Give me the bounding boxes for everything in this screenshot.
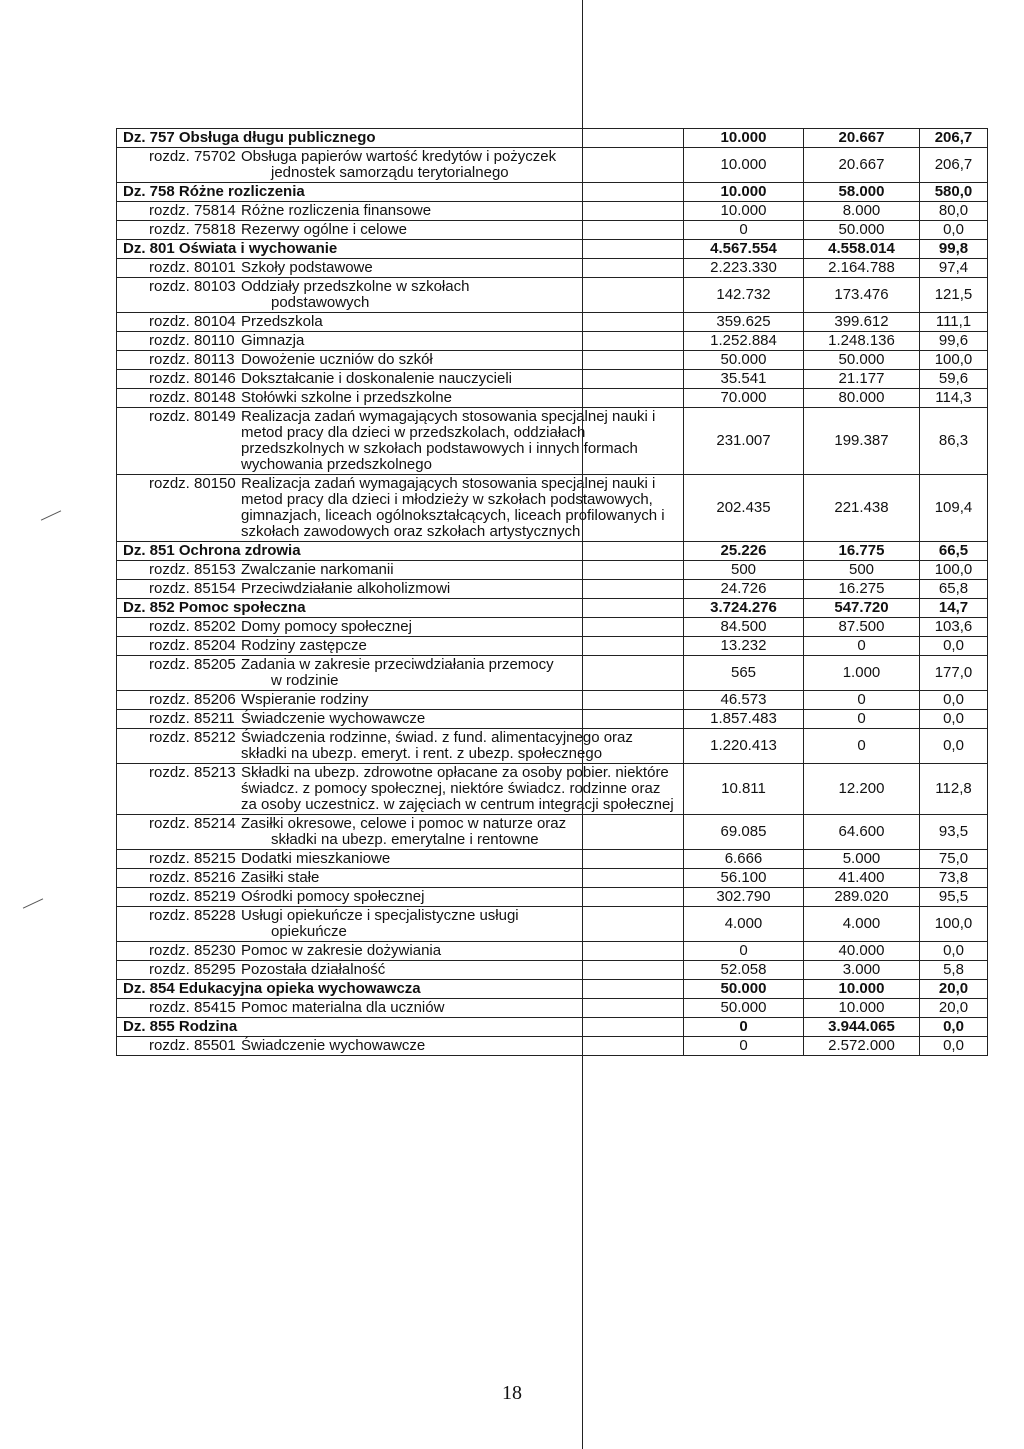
plan-value: 4.000 <box>683 907 803 941</box>
percent-value: 114,3 <box>919 389 987 407</box>
percent-value: 73,8 <box>919 869 987 887</box>
plan-value: 0 <box>683 1018 803 1036</box>
row-code: rozdz. 80104 <box>149 313 236 330</box>
percent-value: 80,0 <box>919 202 987 220</box>
row-label <box>117 221 683 239</box>
row-code: rozdz. 85205 <box>149 656 236 673</box>
plan-value: 10.000 <box>683 148 803 182</box>
plan-value: 1.252.884 <box>683 332 803 350</box>
row-code: rozdz. 80113 <box>149 351 235 368</box>
plan-value: 13.232 <box>683 637 803 655</box>
row-description <box>241 619 683 635</box>
subsection-row <box>117 850 987 869</box>
subsection-row <box>117 637 987 656</box>
plan-value: 50.000 <box>683 999 803 1017</box>
row-label: Dz. 758 Różne rozliczenia <box>123 183 305 200</box>
plan-value: 0 <box>683 942 803 960</box>
subsection-row <box>117 408 987 475</box>
plan-value: 231.007 <box>683 408 803 474</box>
row-label: Dz. 852 Pomoc społeczna <box>123 599 306 616</box>
percent-value: 65,8 <box>919 580 987 598</box>
execution-value: 4.558.014 <box>803 240 919 258</box>
subsection-row <box>117 370 987 389</box>
row-description-continuation: w rodzinie <box>271 672 339 689</box>
row-code: rozdz. 80148 <box>149 389 236 406</box>
row-label <box>117 815 683 849</box>
percent-value: 206,7 <box>919 129 987 147</box>
subsection-row <box>117 942 987 961</box>
percent-value: 0,0 <box>919 637 987 655</box>
row-code: rozdz. 80146 <box>149 370 236 387</box>
execution-value: 500 <box>803 561 919 579</box>
percent-value: 0,0 <box>919 1037 987 1055</box>
row-label: Dz. 855 Rodzina <box>123 1018 238 1035</box>
row-description-line: Domy pomocy społecznej <box>241 618 412 635</box>
row-label <box>117 1037 683 1055</box>
row-code: rozdz. 85202 <box>149 618 236 635</box>
subsection-row <box>117 710 987 729</box>
row-code: rozdz. 85295 <box>149 961 236 978</box>
percent-value: 0,0 <box>919 942 987 960</box>
plan-value: 0 <box>683 221 803 239</box>
execution-value: 21.177 <box>803 370 919 388</box>
row-label <box>117 850 683 868</box>
subsection-row <box>117 729 987 764</box>
row-description-line: Świadczenia rodzinne, świad. z fund. alimentacyjnego oraz składki na ubezp. emeryt. i rent. z ubezp. społecznego <box>241 729 633 762</box>
row-label <box>117 729 683 763</box>
subsection-row <box>117 475 987 542</box>
row-label: Dz. 801 Oświata i wychowanie <box>123 240 338 257</box>
row-description <box>241 371 683 387</box>
section-row <box>117 1018 987 1037</box>
row-description-continuation: podstawowych <box>271 294 370 311</box>
percent-value: 100,0 <box>919 561 987 579</box>
percent-value: 111,1 <box>919 313 987 331</box>
plan-value: 1.220.413 <box>683 729 803 763</box>
subsection-row <box>117 202 987 221</box>
execution-value: 20.667 <box>803 148 919 182</box>
row-description <box>241 222 683 238</box>
plan-value: 302.790 <box>683 888 803 906</box>
row-code: rozdz. 85153 <box>149 561 236 578</box>
execution-value: 199.387 <box>803 408 919 474</box>
subsection-row <box>117 221 987 240</box>
subsection-row <box>117 691 987 710</box>
row-description <box>241 1000 683 1016</box>
row-label <box>117 580 683 598</box>
execution-value: 1.248.136 <box>803 332 919 350</box>
subsection-row <box>117 561 987 580</box>
row-description-line: Zwalczanie narkomanii <box>241 561 394 578</box>
row-description-line: Składki na ubezp. zdrowotne opłacane za osoby pobier. niektóre świadcz. z pomocy społecznej, niektóre świadcz. rodzinne oraz za osoby uczestnicz. w zajęciach w centrum integracji społecznej <box>241 764 674 813</box>
subsection-row <box>117 351 987 370</box>
plan-value: 69.085 <box>683 815 803 849</box>
subsection-row <box>117 869 987 888</box>
execution-value: 0 <box>803 691 919 709</box>
percent-value: 112,8 <box>919 764 987 814</box>
percent-value: 0,0 <box>919 691 987 709</box>
subsection-row <box>117 278 987 313</box>
row-label <box>117 370 683 388</box>
row-label <box>117 999 683 1017</box>
row-label <box>117 764 683 814</box>
row-description <box>241 816 683 848</box>
row-description-line: Pozostała działalność <box>241 961 386 978</box>
plan-value: 142.732 <box>683 278 803 312</box>
row-code: rozdz. 80110 <box>149 332 235 349</box>
row-label <box>117 710 683 728</box>
row-label <box>117 259 683 277</box>
row-label <box>117 278 683 312</box>
row-code: rozdz. 85213 <box>149 764 236 781</box>
subsection-row <box>117 313 987 332</box>
row-label <box>117 389 683 407</box>
row-description-line: Usługi opiekuńcze i specjalistyczne usługi <box>241 907 519 924</box>
row-label <box>117 202 683 220</box>
scan-mark <box>23 898 43 908</box>
row-description <box>241 390 683 406</box>
row-label <box>117 656 683 690</box>
plan-value: 10.000 <box>683 202 803 220</box>
plan-value: 24.726 <box>683 580 803 598</box>
subsection-row <box>117 999 987 1018</box>
row-label <box>117 961 683 979</box>
execution-value: 173.476 <box>803 278 919 312</box>
percent-value: 99,6 <box>919 332 987 350</box>
row-code: rozdz. 85216 <box>149 869 236 886</box>
plan-value: 35.541 <box>683 370 803 388</box>
plan-value: 84.500 <box>683 618 803 636</box>
subsection-row <box>117 332 987 351</box>
percent-value: 100,0 <box>919 907 987 941</box>
section-row <box>117 542 987 561</box>
execution-value: 2.164.788 <box>803 259 919 277</box>
row-description <box>241 476 683 540</box>
row-description <box>241 851 683 867</box>
plan-value: 10.000 <box>683 129 803 147</box>
row-description-line: Obsługa papierów wartość kredytów i pożyczek <box>241 148 557 165</box>
row-description <box>241 657 683 689</box>
execution-value: 2.572.000 <box>803 1037 919 1055</box>
percent-value: 99,8 <box>919 240 987 258</box>
execution-value: 50.000 <box>803 351 919 369</box>
percent-value: 93,5 <box>919 815 987 849</box>
plan-value: 202.435 <box>683 475 803 541</box>
row-description <box>241 409 683 473</box>
row-code: rozdz. 85204 <box>149 637 236 654</box>
section-row <box>117 980 987 999</box>
plan-value: 46.573 <box>683 691 803 709</box>
execution-value: 399.612 <box>803 313 919 331</box>
row-label: Dz. 851 Ochrona zdrowia <box>123 542 301 559</box>
section-row <box>117 183 987 202</box>
row-label <box>117 475 683 541</box>
percent-value: 0,0 <box>919 729 987 763</box>
execution-value: 12.200 <box>803 764 919 814</box>
execution-value: 3.944.065 <box>803 1018 919 1036</box>
percent-value: 580,0 <box>919 183 987 201</box>
row-description-line: Pomoc materialna dla uczniów <box>241 999 445 1016</box>
percent-value: 14,7 <box>919 599 987 617</box>
subsection-row <box>117 907 987 942</box>
section-row <box>117 240 987 259</box>
percent-value: 0,0 <box>919 710 987 728</box>
plan-value: 50.000 <box>683 980 803 998</box>
percent-value: 95,5 <box>919 888 987 906</box>
row-description-line: Pomoc w zakresie dożywiania <box>241 942 442 959</box>
execution-value: 547.720 <box>803 599 919 617</box>
execution-value: 20.667 <box>803 129 919 147</box>
row-description-line: Świadczenie wychowawcze <box>241 1037 426 1054</box>
row-code: rozdz. 85154 <box>149 580 236 597</box>
row-description <box>241 1038 683 1054</box>
row-label <box>117 869 683 887</box>
execution-value: 3.000 <box>803 961 919 979</box>
row-description-line: Gimnazja <box>241 332 305 349</box>
row-description-line: Przeciwdziałanie alkoholizmowi <box>241 580 451 597</box>
row-description <box>241 581 683 597</box>
plan-value: 56.100 <box>683 869 803 887</box>
row-label <box>117 637 683 655</box>
row-description-line: Realizacja zadań wymagających stosowania specjalnej nauki i metod pracy dla dzieci i młodzieży w szkołach podstawowych, gimnazjach, liceach ogólnokształcących, liceach profilowanych i szkołach zawodowych oraz szkołach artystycznych <box>241 475 665 540</box>
row-code: rozdz. 80149 <box>149 408 236 425</box>
percent-value: 75,0 <box>919 850 987 868</box>
row-description-line: Dodatki mieszkaniowe <box>241 850 391 867</box>
row-description <box>241 203 683 219</box>
percent-value: 109,4 <box>919 475 987 541</box>
row-description <box>241 260 683 276</box>
percent-value: 0,0 <box>919 221 987 239</box>
row-code: rozdz. 85415 <box>149 999 236 1016</box>
plan-value: 10.000 <box>683 183 803 201</box>
execution-value: 10.000 <box>803 980 919 998</box>
plan-value: 52.058 <box>683 961 803 979</box>
percent-value: 59,6 <box>919 370 987 388</box>
row-code: rozdz. 85212 <box>149 729 236 746</box>
percent-value: 86,3 <box>919 408 987 474</box>
plan-value: 0 <box>683 1037 803 1055</box>
subsection-row <box>117 389 987 408</box>
row-code: rozdz. 85214 <box>149 815 236 832</box>
row-description <box>241 730 683 762</box>
plan-value: 10.811 <box>683 764 803 814</box>
execution-value: 64.600 <box>803 815 919 849</box>
row-description-line: Rezerwy ogólne i celowe <box>241 221 407 238</box>
section-row <box>117 599 987 618</box>
execution-value: 0 <box>803 729 919 763</box>
budget-table <box>116 128 988 1056</box>
row-label <box>117 408 683 474</box>
row-description <box>241 352 683 368</box>
plan-value: 500 <box>683 561 803 579</box>
percent-value: 100,0 <box>919 351 987 369</box>
scan-mark <box>41 510 61 520</box>
execution-value: 10.000 <box>803 999 919 1017</box>
subsection-row <box>117 888 987 907</box>
row-description-line: Szkoły podstawowe <box>241 259 373 276</box>
row-description <box>241 562 683 578</box>
row-description <box>241 711 683 727</box>
row-description <box>241 943 683 959</box>
row-description <box>241 279 683 311</box>
section-row <box>117 129 987 148</box>
row-label <box>117 942 683 960</box>
subsection-row <box>117 961 987 980</box>
row-description <box>241 638 683 654</box>
percent-value: 206,7 <box>919 148 987 182</box>
plan-value: 70.000 <box>683 389 803 407</box>
plan-value: 25.226 <box>683 542 803 560</box>
row-description-line: Realizacja zadań wymagających stosowania specjalnej nauki i metod pracy dla dzieci w przedszkolach, oddziałach przedszkolnych w szkołach podstawowych i innych formach wychowania przedszkolnego <box>241 408 656 473</box>
row-description-continuation: opiekuńcze <box>271 923 347 940</box>
execution-value: 8.000 <box>803 202 919 220</box>
row-description-line: Wspieranie rodziny <box>241 691 369 708</box>
execution-value: 80.000 <box>803 389 919 407</box>
execution-value: 289.020 <box>803 888 919 906</box>
row-label <box>117 618 683 636</box>
row-description-line: Zasiłki stałe <box>241 869 320 886</box>
percent-value: 20,0 <box>919 980 987 998</box>
row-description-line: Przedszkola <box>241 313 323 330</box>
row-description <box>241 765 683 813</box>
plan-value: 359.625 <box>683 313 803 331</box>
row-label <box>117 888 683 906</box>
page-number: 18 <box>502 1382 522 1404</box>
percent-value: 66,5 <box>919 542 987 560</box>
row-code: rozdz. 75818 <box>149 221 236 238</box>
row-description <box>241 333 683 349</box>
execution-value: 16.775 <box>803 542 919 560</box>
row-description-line: Zadania w zakresie przeciwdziałania przemocy <box>241 656 554 673</box>
row-description <box>241 149 683 181</box>
execution-value: 41.400 <box>803 869 919 887</box>
execution-value: 5.000 <box>803 850 919 868</box>
row-code: rozdz. 85211 <box>149 710 235 727</box>
row-description-line: Dowożenie uczniów do szkół <box>241 351 433 368</box>
execution-value: 1.000 <box>803 656 919 690</box>
execution-value: 4.000 <box>803 907 919 941</box>
percent-value: 5,8 <box>919 961 987 979</box>
execution-value: 50.000 <box>803 221 919 239</box>
plan-value: 4.567.554 <box>683 240 803 258</box>
subsection-row <box>117 148 987 183</box>
percent-value: 177,0 <box>919 656 987 690</box>
execution-value: 16.275 <box>803 580 919 598</box>
row-description-line: Świadczenie wychowawcze <box>241 710 426 727</box>
row-label <box>117 691 683 709</box>
row-label <box>117 561 683 579</box>
row-description <box>241 314 683 330</box>
row-code: rozdz. 80150 <box>149 475 236 492</box>
row-description-line: Oddziały przedszkolne w szkołach <box>241 278 470 295</box>
row-description-line: Dokształcanie i doskonalenie nauczycieli <box>241 370 512 387</box>
row-description-line: Stołówki szkolne i przedszkolne <box>241 389 452 406</box>
row-code: rozdz. 80101 <box>149 259 236 276</box>
row-label <box>117 332 683 350</box>
plan-value: 1.857.483 <box>683 710 803 728</box>
row-code: rozdz. 85228 <box>149 907 236 924</box>
subsection-row <box>117 815 987 850</box>
plan-value: 2.223.330 <box>683 259 803 277</box>
row-description-line: Różne rozliczenia finansowe <box>241 202 432 219</box>
row-code: rozdz. 75702 <box>149 148 236 165</box>
row-code: rozdz. 85501 <box>149 1037 236 1054</box>
subsection-row <box>117 259 987 278</box>
row-label <box>117 313 683 331</box>
row-label <box>117 351 683 369</box>
row-description-continuation: składki na ubezp. emerytalne i rentowne <box>271 831 539 848</box>
row-description-continuation: jednostek samorządu terytorialnego <box>271 164 509 181</box>
plan-value: 50.000 <box>683 351 803 369</box>
row-label <box>117 148 683 182</box>
row-label <box>117 907 683 941</box>
execution-value: 0 <box>803 710 919 728</box>
plan-value: 565 <box>683 656 803 690</box>
percent-value: 0,0 <box>919 1018 987 1036</box>
plan-value: 3.724.276 <box>683 599 803 617</box>
subsection-row <box>117 656 987 691</box>
row-description-line: Zasiłki okresowe, celowe i pomoc w naturze oraz <box>241 815 567 832</box>
percent-value: 97,4 <box>919 259 987 277</box>
row-code: rozdz. 85230 <box>149 942 236 959</box>
row-label: Dz. 757 Obsługa długu publicznego <box>123 129 376 146</box>
percent-value: 121,5 <box>919 278 987 312</box>
row-code: rozdz. 85215 <box>149 850 236 867</box>
row-label: Dz. 854 Edukacyjna opieka wychowawcza <box>123 980 421 997</box>
row-code: rozdz. 75814 <box>149 202 236 219</box>
plan-value: 6.666 <box>683 850 803 868</box>
row-description <box>241 908 683 940</box>
row-code: rozdz. 80103 <box>149 278 236 295</box>
subsection-row <box>117 580 987 599</box>
row-description <box>241 962 683 978</box>
execution-value: 87.500 <box>803 618 919 636</box>
execution-value: 40.000 <box>803 942 919 960</box>
row-description <box>241 889 683 905</box>
execution-value: 58.000 <box>803 183 919 201</box>
row-description-line: Ośrodki pomocy społecznej <box>241 888 425 905</box>
row-code: rozdz. 85219 <box>149 888 236 905</box>
row-code: rozdz. 85206 <box>149 691 236 708</box>
row-description <box>241 692 683 708</box>
percent-value: 20,0 <box>919 999 987 1017</box>
subsection-row <box>117 1037 987 1056</box>
percent-value: 103,6 <box>919 618 987 636</box>
row-description <box>241 870 683 886</box>
execution-value: 221.438 <box>803 475 919 541</box>
subsection-row <box>117 764 987 815</box>
subsection-row <box>117 618 987 637</box>
row-description-line: Rodziny zastępcze <box>241 637 367 654</box>
execution-value: 0 <box>803 637 919 655</box>
